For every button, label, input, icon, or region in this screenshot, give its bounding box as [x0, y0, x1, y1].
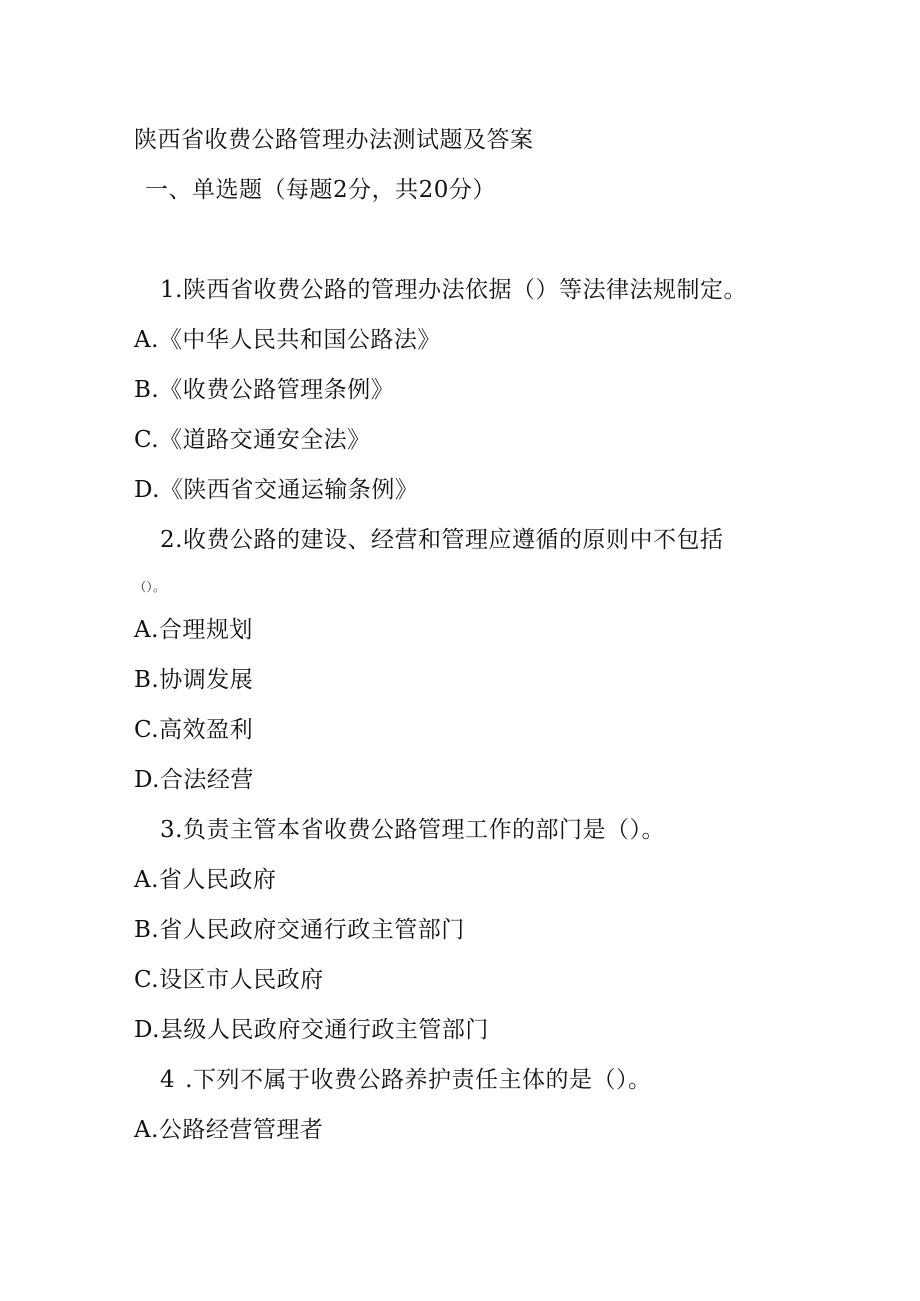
- question-2-option-c: C.高效盈利: [134, 717, 254, 743]
- question-4-stem: [160, 1066, 651, 1094]
- question-4-text: .下列不属于收费公路养护责任主体的是（）。: [185, 1067, 652, 1093]
- question-2-option-d: D.合法经营: [134, 767, 254, 793]
- question-1-option-d: D.《陕西省交通运输条例》: [134, 477, 419, 503]
- question-2-stem-continued: （）。: [134, 580, 166, 594]
- question-1-option-b: B.《收费公路管理条例》: [134, 377, 395, 403]
- question-2-option-a: A.合理规划: [134, 617, 253, 643]
- question-3-option-a: A.省人民政府: [134, 867, 277, 893]
- question-3-option-d: D.县级人民政府交通行政主管部门: [134, 1017, 489, 1043]
- question-1-stem: 1.陕西省收费公路的管理办法依据（）等法律法规制定。: [160, 277, 747, 303]
- question-3-option-c: C.设区市人民政府: [134, 967, 324, 993]
- question-4-option-a: A.公路经营管理者: [134, 1117, 324, 1143]
- section-heading: 一、单选题（每题2分，共20分）: [145, 177, 496, 203]
- document-title: 陕西省收费公路管理办法测试题及答案: [134, 127, 534, 153]
- question-1-option-a: A.《中华人民共和国公路法》: [134, 327, 441, 353]
- question-3-stem: 3.负责主管本省收费公路管理工作的部门是（）。: [160, 817, 665, 843]
- question-1-option-c: C.《道路交通安全法》: [134, 427, 371, 453]
- question-3-option-b: B.省人民政府交通行政主管部门: [134, 917, 465, 943]
- question-4-number: 4: [160, 1067, 176, 1093]
- question-2-stem: 2.收费公路的建设、经营和管理应遵循的原则中不包括: [160, 527, 724, 553]
- question-2-option-b: B.协调发展: [134, 667, 254, 693]
